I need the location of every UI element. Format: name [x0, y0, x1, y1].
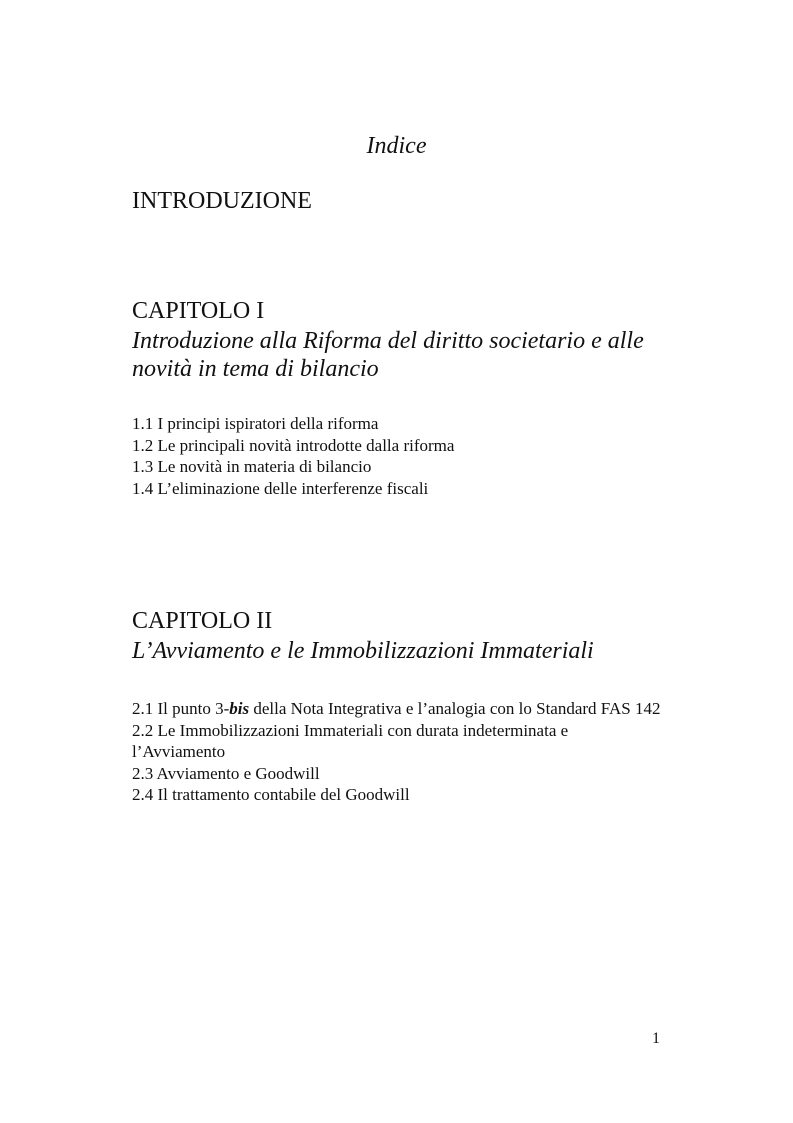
chapter-2-heading: CAPITOLO II — [132, 608, 273, 634]
section-2-1-suffix: della Nota Integrativa e l’analogia con lo Standard FAS 142 — [249, 699, 661, 718]
chapter-1-heading: CAPITOLO I — [132, 298, 265, 324]
chapter-1-subtitle-line-1: Introduzione alla Riforma del diritto societario e alle — [132, 328, 644, 354]
section-2-3: 2.3 Avviamento e Goodwill — [132, 763, 320, 783]
section-1-1: 1.1 I principi ispiratori della riforma — [132, 414, 379, 433]
chapter-1-section-list — [132, 413, 454, 499]
chapter-1-subtitle — [132, 327, 672, 383]
chapter-2-section-list — [132, 698, 661, 806]
section-2-1-bis: bis — [229, 699, 250, 718]
chapter-2-subtitle: L’Avviamento e le Immobilizzazioni Immateriali — [132, 638, 594, 664]
section-2-2: 2.2 Le Immobilizzazioni Immateriali con durata indeterminata e l’Avviamento — [132, 720, 569, 761]
section-1-4: 1.4 L’eliminazione delle interferenze fiscali — [132, 478, 429, 498]
section-2-1 — [132, 698, 661, 720]
section-1-2: 1.2 Le principali novità introdotte dalla riforma — [132, 435, 455, 455]
page-title: Indice — [366, 133, 427, 159]
chapter-1-subtitle-line-2: novità in tema di bilancio — [132, 356, 379, 382]
introduction-heading: INTRODUZIONE — [132, 188, 312, 214]
section-2-4: 2.4 Il trattamento contabile del Goodwill — [132, 785, 410, 804]
page-number: 1 — [652, 1030, 660, 1047]
section-1-3: 1.3 Le novità in materia di bilancio — [132, 457, 372, 476]
section-2-1-prefix: 2.1 Il punto 3- — [132, 699, 230, 718]
